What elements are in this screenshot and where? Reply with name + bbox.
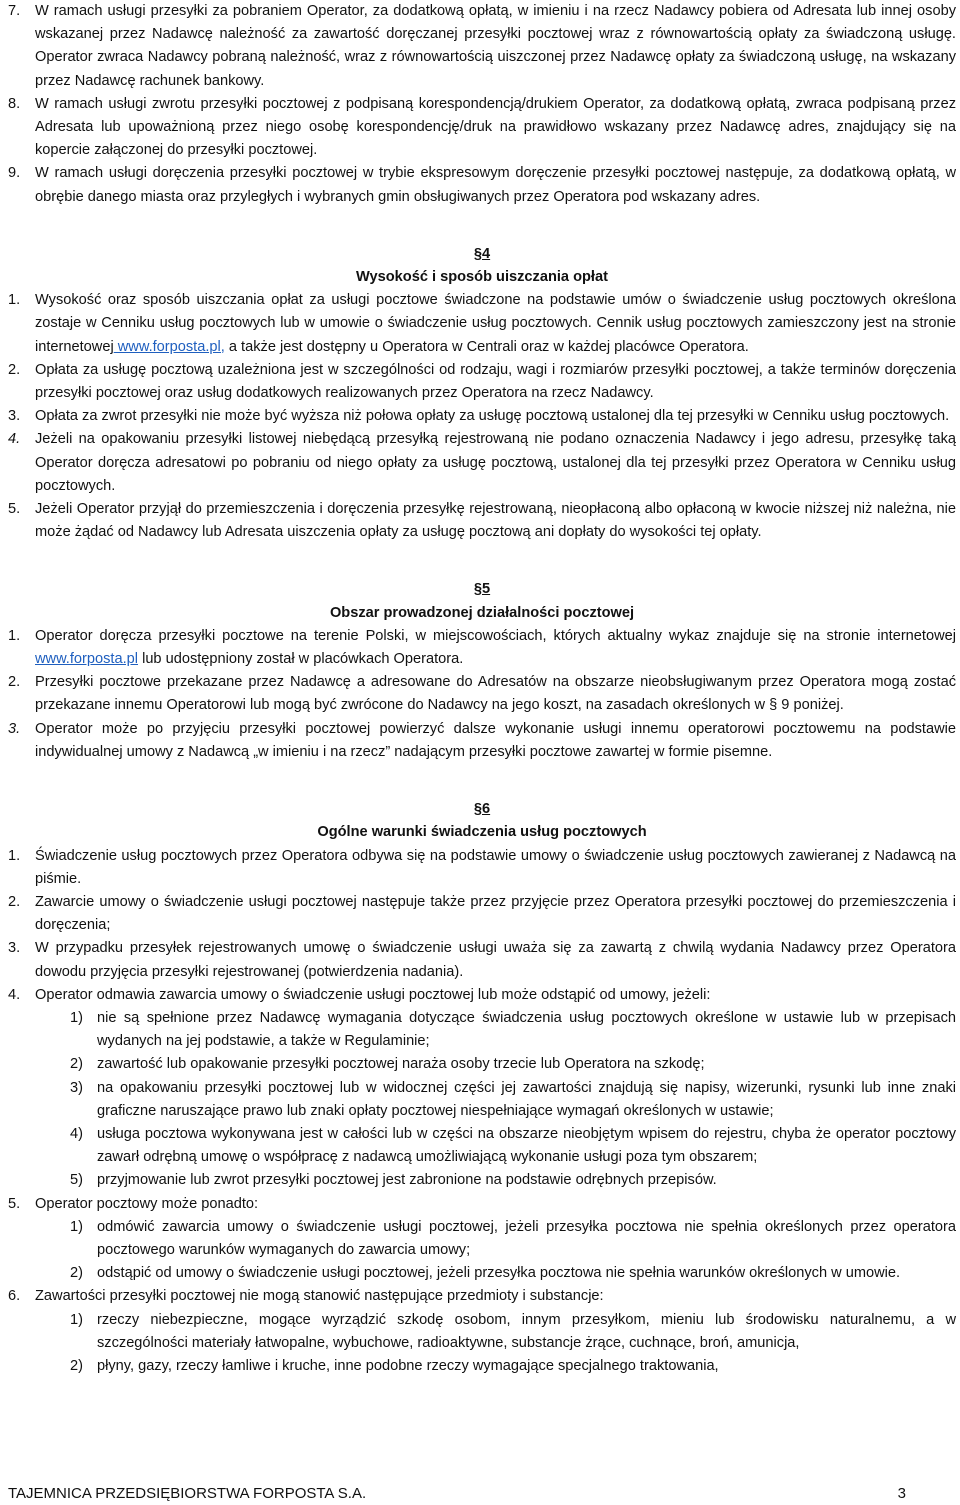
sub-item-text: rzeczy niebezpieczne, mogące wyrządzić szkodę osobom, innym przesyłkom, mieniu lub środowisku naturalnemu, a w szczególności materiały łatwopalne, wybuchowe, radioaktywne, substancje żrące, cuchnące, broń, amunicja, [97,1311,956,1351]
item-text: Zawartości przesyłki pocztowej nie mogą stanowić następujące przedmioty i substancje: [35,1288,604,1305]
document-body [8,0,956,1502]
list-item [8,0,956,93]
list-item [8,498,956,544]
website-link[interactable]: www.forposta.pl [35,651,139,668]
item-text: W przypadku przesyłek rejestrowanych umowę o świadczenie usługi uważa się za zawartą z chwilą wydania Nadawcy przez Operatora dowodu przyjęcia przesyłki rejestrowanej (potwierdzenia nadania). [35,940,956,980]
sub-item-text: odstąpić od umowy o świadczenie usługi pocztowej, jeżeli przesyłka pocztowa nie spełnia warunków określonych w umowie. [97,1265,901,1282]
list-item [8,428,956,498]
item-text: Operator odmawia zawarcia umowy o świadczenie usługi pocztowej lub może odstąpić od umowy, jeżeli: [35,986,711,1003]
sub-item-text: na opakowaniu przesyłki pocztowej lub w widocznej części jej zawartości znajdują się napisy, wizerunki, rysunki lub inne znaki graficzne naruszające prawo lub znaki opłaty pocztowej niespełniające wymagań określonych w ustawie; [97,1079,956,1119]
sub-list-item [8,1309,956,1355]
item-text: Opłata za zwrot przesyłki nie może być wyższa niż połowa opłaty za usługę pocztową ustalonej dla tej przesyłki w Cenniku usług pocztowych. [35,408,950,425]
item-number: 4. [8,431,21,448]
item-text-part: a także jest dostępny u Operatora w Centrali oraz w każdej placówce Operatora. [224,338,749,355]
sub-item-text: zawartość lub opakowanie przesyłki pocztowej naraża osoby trzecie lub Operatora na szkodę; [97,1056,705,1073]
section-title: Ogólne warunki świadczenia usług pocztowych [317,824,647,841]
item-number: 5. [8,1195,21,1212]
list-item [8,405,956,428]
list-item [8,845,956,891]
sub-item-number: 4) [70,1125,83,1142]
item-number: 3. [8,720,21,737]
page-footer [8,1484,956,1504]
item-number: 4. [8,986,21,1003]
footer-company: TAJEMNICA PRZEDSIĘBIORSTWA FORPOSTA S.A. [8,1485,367,1502]
item-number: 1. [8,292,21,309]
item-number: 9. [8,165,21,182]
item-text [35,625,956,671]
sub-item-number: 2) [70,1265,83,1282]
section-number: 6 [482,801,491,818]
item-number: 2. [8,674,21,691]
list-item [8,1193,956,1216]
item-number: 3. [8,940,21,957]
sub-item-text: usługa pocztowa wykonywana jest w całości lub w części na obszarze nieobjętym wpisem do rejestru, chyba że operator pocztowy zawarł odrębną umowę o współpracę z nadawcą umożliwiającą wykonanie usługi poza tym obszarem; [97,1125,956,1166]
list-item [8,718,956,764]
section-heading-6: §6 Ogólne warunki świadczenia usług pocztowych [8,798,956,844]
item-number: 3. [8,408,21,425]
item-text: Operator może po przyjęciu przesyłki pocztowej powierzyć dalsze wykonanie usługi innemu operatorowi pocztowemu na podstawie indywidualnej umowy z Nadawcą „w imieniu i na rzecz” nadającym przesyłki pocztowe zawartej w formie pisemne. [35,720,956,760]
item-text: Świadczenie usług pocztowych przez Operatora odbywa się na podstawie umowy o świadczenie usług pocztowych zawieranej z Nadawcą na piśmie. [35,847,956,887]
section-heading-4: §4 Wysokość i sposób uiszczania opłat [8,243,956,289]
sub-list-item [8,1077,956,1123]
item-text: Operator pocztowy może ponadto: [35,1195,259,1212]
item-text-part: Wysokość oraz sposób uiszczania opłat za usługi pocztowe świadczone na podstawie umów o świadczenie usług pocztowych określona zostaje w Cenniku usług pocztowych lub w umowie o świadczenie usług pocztowych. Cennik usług pocztowych zamieszczony jest na stronie internetowej [35,292,956,355]
sub-list-item [8,1053,956,1076]
sub-item-text: nie są spełnione przez Nadawcę wymagania dotyczące świadczenia usług pocztowych określone w ustawie lub w przepisach wydanych na jej podstawie, a także w Regulaminie; [97,1009,956,1050]
list-item [8,625,956,671]
section-heading-5: §5 Obszar prowadzonej działalności pocztowej [8,578,956,624]
section-title: Obszar prowadzonej działalności pocztowej [329,604,635,621]
item-text: W ramach usługi zwrotu przesyłki pocztowej z podpisaną korespondencją/drukiem Operator, za dodatkową opłatą, zwraca podpisaną przez Adresata lub upoważnioną przez niego osobę korespondencję/druk na prawidłowo wskazany przez Nadawcę adres, znajdujący się na kopercie załączonej do przesyłki pocztowej. [35,95,956,159]
sub-item-number: 1) [70,1218,83,1235]
item-text: Przesyłki pocztowe przekazane przez Nadawcę a adresowane do Adresatów na obszarze nieobsługiwanym przez Operatora mogą zostać przekazane innemu Operatorowi lub mogą być zwrócone do Nadawcy na jego koszt, na zasadach określonych w § 9 poniżej. [35,674,956,714]
sub-list-item [8,1216,956,1262]
list-item [8,937,956,983]
sub-item-number: 2) [70,1056,83,1073]
item-number: 7. [8,3,21,19]
list-item [8,289,956,359]
item-number: 5. [8,501,21,518]
item-text-part: Operator doręcza przesyłki pocztowe na terenie Polski, w miejscowościach, których aktualny wykaz znajduje się na stronie internetowej [35,627,956,644]
section-title: Wysokość i sposób uiszczania opłat [356,269,608,286]
sub-list-item [8,1262,956,1285]
item-text: W ramach usługi przesyłki za pobraniem Operator, za dodatkową opłatą, w imieniu i na rzecz Nadawcy pobiera od Adresata lub innej osoby wskazanej przez Nadawcę należność za zawartość doręczanej przesyłki pocztowej wraz z równowartością opłaty za świadczoną usługę. Operator zwraca Nadawcy pobraną należność, wraz z równowartością uiszczonej przez Nadawcę opłaty za świadczoną usługę, na wskazany przez Nadawcę rachunek bankowy. [35,3,956,89]
item-text: Jeżeli Operator przyjął do przemieszczenia i doręczenia przesyłkę rejestrowaną, nieopłaconą albo opłaconą w kwocie niższej niż należna, nie może żądać od Nadawcy lub Adresata uiszczenia opłaty za usługę pocztową ani dopłaty do wysokości tej opłaty. [35,501,956,541]
sub-item-text: płyny, gazy, rzeczy łamliwe i kruche, inne podobne rzeczy wymagające specjalnego traktowania, [97,1357,719,1374]
list-item [8,1285,956,1308]
list-item [8,359,956,405]
list-item [8,93,956,163]
item-text: Jeżeli na opakowaniu przesyłki listowej niebędącą przesyłką rejestrowaną nie podano oznaczenia Nadawcy i jego adresu, przesyłkę taką Operator doręcza adresatowi po pobraniu od niego opłaty za usługę pocztową, ustalonej dla tej przesyłki przez Operatora w Cenniku usług pocztowych. [35,431,956,494]
sub-item-text: przyjmowanie lub zwrot przesyłki pocztowej jest zabronione na podstawie odrębnych przepisów. [97,1172,717,1189]
sub-list-item [8,1169,956,1192]
item-number: 1. [8,627,21,644]
item-number: 6. [8,1288,21,1305]
sub-item-number: 1) [70,1311,83,1328]
sub-item-number: 3) [70,1079,83,1096]
sub-list-item [8,1007,956,1053]
item-number: 2. [8,361,21,378]
sub-item-number: 2) [70,1357,83,1374]
item-text [35,289,956,359]
item-text-part: lub udostępniony został w placówkach Operatora. [138,651,464,668]
section-number: 4 [482,245,491,262]
list-item [8,891,956,937]
item-number: 2. [8,893,21,910]
item-number: 1. [8,847,21,864]
list-item [8,984,956,1007]
list-item [8,671,956,717]
sub-item-number: 1) [70,1009,83,1026]
sub-list-item [8,1355,956,1378]
website-link[interactable]: www.forposta.pl, [113,338,225,355]
sub-list-item [8,1123,956,1169]
list-item [8,162,956,208]
item-text: Opłata za usługę pocztową uzależniona jest w szczególności od rodzaju, wagi i rozmiarów przesyłki pocztowej, a także terminów doręczenia przesyłki pocztowej oraz usług dodatkowych realizowanych przez Operatora na rzecz Nadawcy. [35,361,956,402]
sub-item-text: odmówić zawarcia umowy o świadczenie usługi pocztowej, jeżeli przesyłka pocztowa nie spełnia określonych przez operatora pocztowego warunków wymaganych do zawarcia umowy; [97,1218,956,1258]
page-number: 3 [897,1485,906,1502]
item-text: W ramach usługi doręczenia przesyłki pocztowej w trybie ekspresowym doręczenie przesyłki pocztowej następuje, za dodatkową opłatą, w obrębie danego miasta oraz przyległych i wybranych gmin obsługiwanych przez Operatora pod wskazany adres. [35,165,956,205]
item-number: 8. [8,95,21,112]
sub-item-number: 5) [70,1172,83,1189]
item-text: Zawarcie umowy o świadczenie usługi pocztowej następuje także przez przyjęcie przez Operatora przesyłki pocztowej do przemieszczenia i doręczenia; [35,893,956,934]
section-number: 5 [482,581,491,598]
